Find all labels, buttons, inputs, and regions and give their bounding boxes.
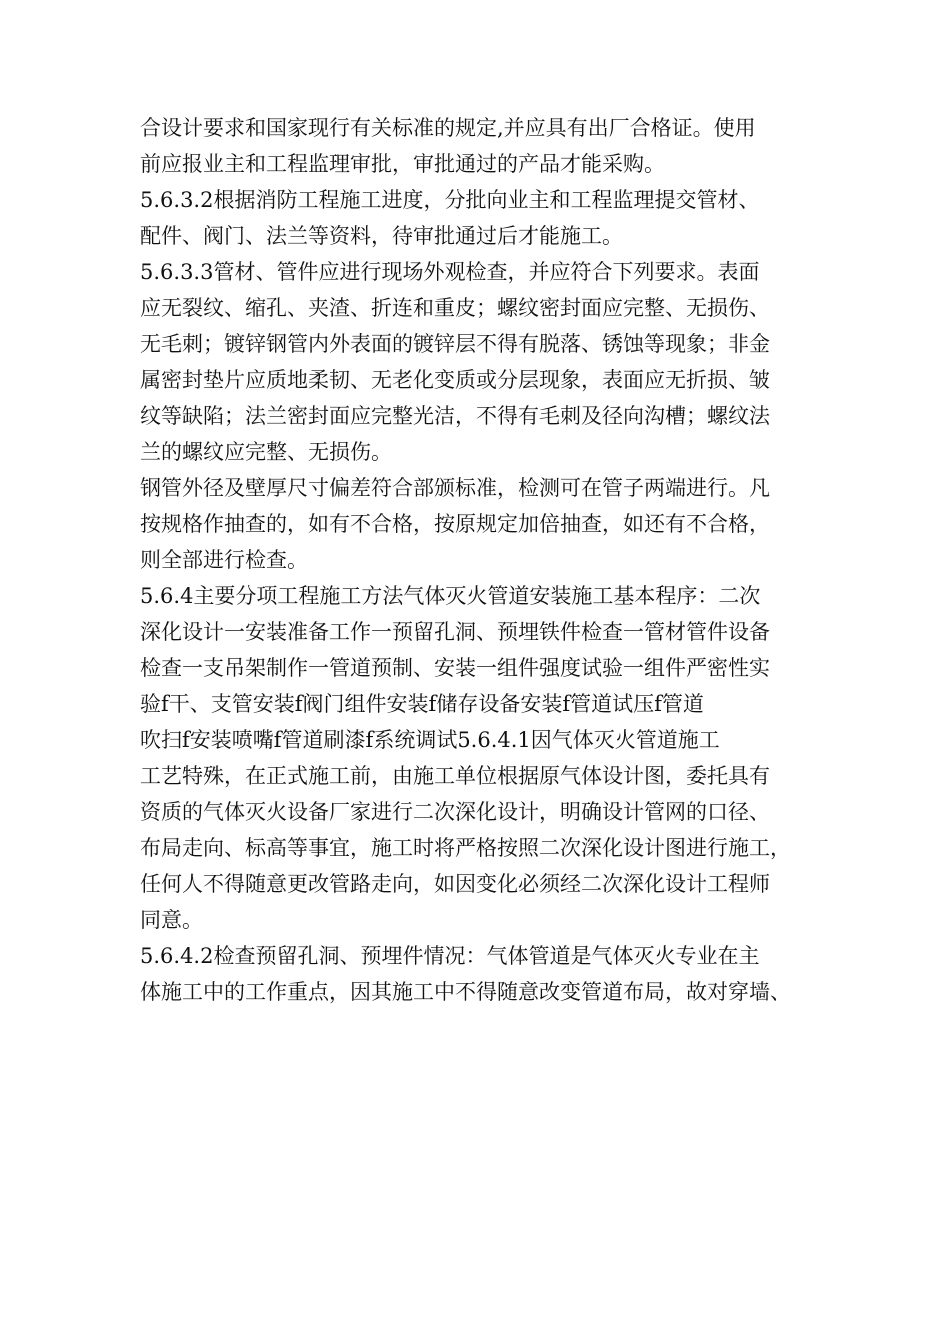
text-line: 应无裂纹、缩孔、夹渣、折连和重皮；螺纹密封面应完整、无损伤、 <box>140 296 770 320</box>
paragraph-5-6-4 <box>140 578 830 938</box>
document-body <box>140 110 830 1010</box>
text-line: 布局走向、标高等事宜，施工时将严格按照二次深化设计图进行施工， <box>140 836 791 860</box>
text-line: 同意。 <box>140 908 203 932</box>
paragraph-spec-compliance <box>140 110 830 182</box>
text-line: 兰的螺纹应完整、无损伤。 <box>140 440 392 464</box>
text-line: 5.6.4主要分项工程施工方法气体灭火管道安装施工基本程序：二次 <box>140 584 761 608</box>
text-line: 属密封垫片应质地柔韧、无老化变质或分层现象，表面应无折损、皱 <box>140 368 770 392</box>
paragraph-pipe-tolerance <box>140 470 830 578</box>
text-line: 配件、阀门、法兰等资料，待审批通过后才能施工。 <box>140 224 623 248</box>
text-line: 资质的气体灭火设备厂家进行二次深化设计，明确设计管网的口径、 <box>140 800 770 824</box>
text-line: 则全部进行检查。 <box>140 548 308 572</box>
text-line: 深化设计一安装准备工作一预留孔洞、预埋铁件检查一管材管件设备 <box>140 620 770 644</box>
text-line: 前应报业主和工程监理审批，审批通过的产品才能采购。 <box>140 152 665 176</box>
paragraph-5-6-3-3 <box>140 254 830 470</box>
text-line: 按规格作抽查的，如有不合格，按原规定加倍抽查，如还有不合格， <box>140 512 770 536</box>
paragraph-5-6-4-2 <box>140 938 830 1010</box>
text-line: 5.6.3.3管材、管件应进行现场外观检查，并应符合下列要求。表面 <box>140 260 760 284</box>
paragraph-5-6-3-2 <box>140 182 830 254</box>
text-line: 任何人不得随意更改管路走向，如因变化必须经二次深化设计工程师 <box>140 872 770 896</box>
text-line: 5.6.4.2检查预留孔洞、预埋件情况：气体管道是气体灭火专业在主 <box>140 944 760 968</box>
text-line: 验f干、支管安装f阀门组件安装f储存设备安装f管道试压f管道 <box>140 692 704 716</box>
text-line: 合设计要求和国家现行有关标准的规定,并应具有出厂合格证。使用 <box>140 116 756 140</box>
text-line: 无毛刺；镀锌钢管内外表面的镀锌层不得有脱落、锈蚀等现象；非金 <box>140 332 770 356</box>
text-line: 吹扫f安装喷嘴f管道刷漆f系统调试5.6.4.1因气体灭火管道施工 <box>140 728 720 752</box>
text-line: 纹等缺陷；法兰密封面应完整光洁，不得有毛刺及径向沟槽；螺纹法 <box>140 404 770 428</box>
text-line: 钢管外径及壁厚尺寸偏差符合部颁标准，检测可在管子两端进行。凡 <box>140 476 770 500</box>
text-line: 5.6.3.2根据消防工程施工进度，分批向业主和工程监理提交管材、 <box>140 188 760 212</box>
text-line: 工艺特殊，在正式施工前，由施工单位根据原气体设计图，委托具有 <box>140 764 770 788</box>
text-line: 体施工中的工作重点，因其施工中不得随意改变管道布局，故对穿墙、 <box>140 980 791 1004</box>
text-line: 检查一支吊架制作一管道预制、安装一组件强度试验一组件严密性实 <box>140 656 770 680</box>
